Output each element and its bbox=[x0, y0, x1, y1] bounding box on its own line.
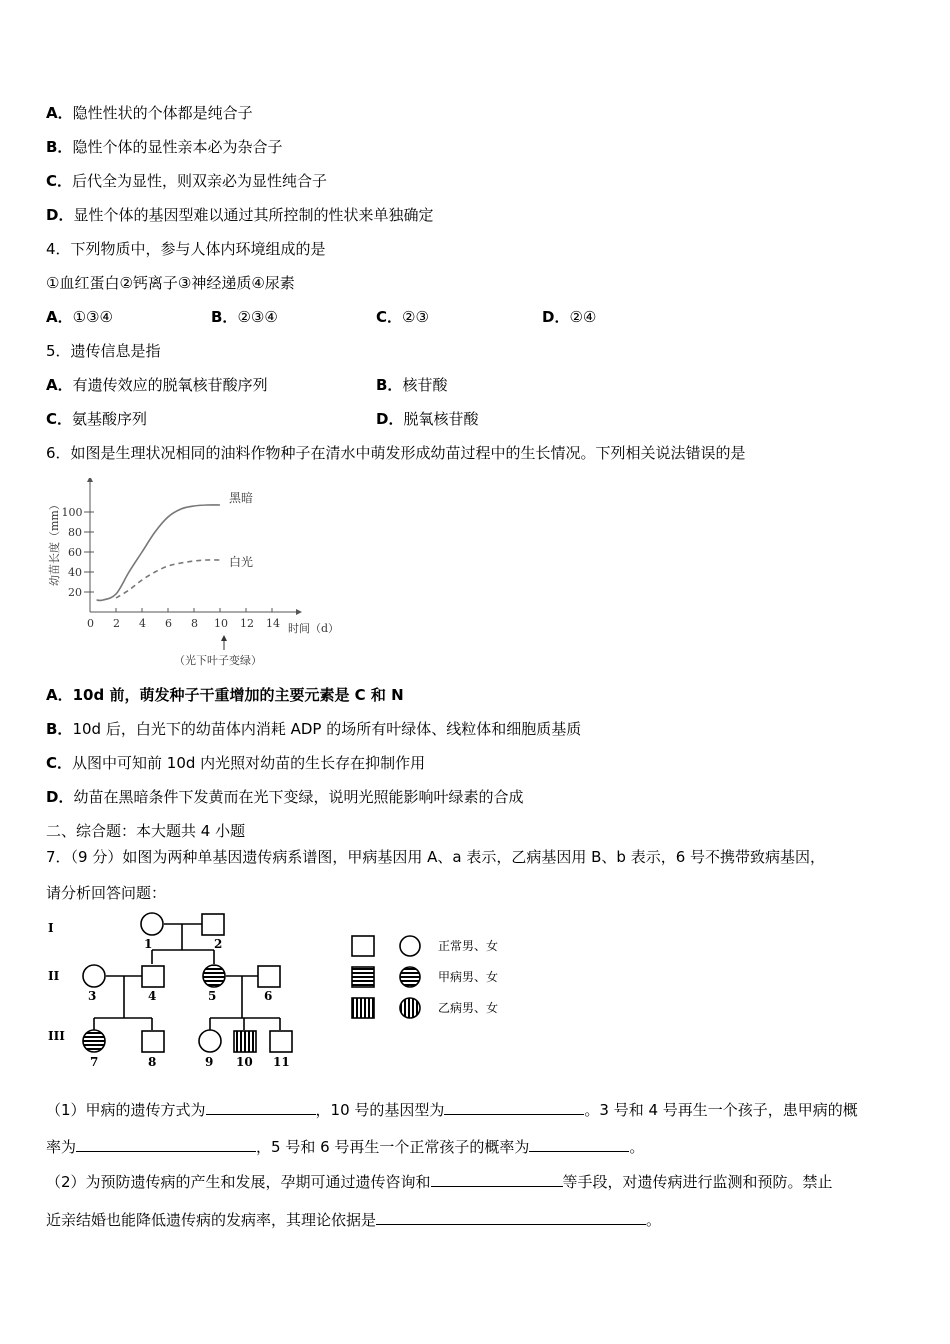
person-number-7: 7 bbox=[90, 1055, 99, 1069]
option-text: 有遗传效应的脱氧核苷酸序列 bbox=[72, 376, 268, 394]
question-text: 下列物质中，参与人体内环境组成的是 bbox=[70, 240, 326, 258]
person-5-female-disease-a bbox=[203, 965, 225, 987]
answer-blank[interactable] bbox=[444, 1100, 584, 1115]
answer-blank[interactable] bbox=[376, 1210, 646, 1225]
option-text: ②③ bbox=[402, 308, 429, 326]
person-11-male bbox=[270, 1031, 292, 1052]
text: 近亲结婚也能降低遗传病的发病率，其理论依据是 bbox=[46, 1211, 377, 1229]
person-number-11: 11 bbox=[273, 1055, 290, 1069]
legend-disease-b-label: 乙病男、女 bbox=[438, 1001, 499, 1015]
x-tick-label: 10 bbox=[214, 617, 228, 630]
option-text: 10d 后，白光下的幼苗体内消耗 ADP 的场所有叶绿体、线粒体和细胞质基质 bbox=[72, 720, 582, 738]
series-label-white: 白光 bbox=[229, 555, 254, 569]
q3-option-a bbox=[46, 103, 253, 123]
y-tick-label: 40 bbox=[68, 566, 82, 579]
option-label: C． bbox=[46, 410, 73, 428]
option-label: C． bbox=[376, 308, 403, 326]
option-text: 隐性性状的个体都是纯合子 bbox=[72, 104, 253, 122]
legend-disease-b-male-icon bbox=[352, 998, 374, 1018]
x-tick-label: 12 bbox=[240, 617, 254, 630]
q6-option-c bbox=[46, 753, 425, 773]
x-tick-label: 2 bbox=[113, 617, 120, 630]
legend-normal-female-icon bbox=[400, 936, 420, 956]
option-text: ②④ bbox=[569, 308, 597, 326]
q6-option-b bbox=[46, 719, 581, 739]
pedigree-chart bbox=[44, 912, 514, 1070]
q7-stem-2: 请分析回答问题： bbox=[46, 884, 167, 902]
text: ，10 号的基因型为 bbox=[315, 1101, 445, 1119]
q6-option-a bbox=[46, 685, 404, 705]
person-number-9: 9 bbox=[205, 1055, 214, 1069]
person-6-male bbox=[258, 966, 280, 987]
option-label: D． bbox=[46, 788, 74, 806]
option-text: ②③④ bbox=[237, 308, 278, 326]
option-text: 隐性个体的显性亲本必为杂合子 bbox=[72, 138, 283, 156]
option-label: B． bbox=[376, 376, 403, 394]
x-axis-label: 时间（d） bbox=[288, 622, 340, 635]
option-text: 氨基酸序列 bbox=[72, 410, 148, 428]
person-10-male-disease-b bbox=[234, 1031, 256, 1052]
series-line-white bbox=[116, 560, 220, 598]
q5-stem bbox=[46, 341, 161, 361]
q7-part1-line2 bbox=[46, 1137, 644, 1157]
y-tick-label: 60 bbox=[68, 546, 82, 559]
q7-part1-line1 bbox=[46, 1100, 858, 1120]
question-score: （9 分） bbox=[70, 848, 123, 866]
option-text: 10d 前，萌发种子干重增加的主要元素是 C 和 N bbox=[72, 686, 404, 704]
option-text: 核苷酸 bbox=[402, 376, 448, 394]
legend-disease-b-female-icon bbox=[400, 998, 420, 1018]
legend-disease-a-male-icon bbox=[352, 967, 374, 987]
q3-option-b bbox=[46, 137, 282, 157]
q5-option-b bbox=[376, 375, 447, 395]
q4-option-d bbox=[542, 307, 596, 327]
person-number-8: 8 bbox=[148, 1055, 157, 1069]
q6-option-d bbox=[46, 787, 523, 807]
person-1-female bbox=[141, 913, 163, 935]
person-number-6: 6 bbox=[264, 989, 273, 1003]
person-number-5: 5 bbox=[208, 989, 217, 1003]
q7-part2-line1 bbox=[46, 1172, 833, 1192]
legend-normal-label: 正常男、女 bbox=[438, 939, 499, 953]
generation-label-3: III bbox=[48, 1029, 65, 1043]
chart-annotation: （光下叶子变绿） bbox=[174, 654, 262, 667]
person-3-female bbox=[83, 965, 105, 987]
person-number-3: 3 bbox=[88, 989, 97, 1003]
generation-label-1: I bbox=[48, 921, 54, 935]
series-line-dark bbox=[97, 505, 221, 601]
person-4-male bbox=[142, 966, 164, 987]
question-text: 如图为两种单基因遗传病系谱图，甲病基因用 A、a 表示，乙病基因用 B、b 表示，6 号不携带致病基因， bbox=[122, 848, 826, 866]
option-label: A． bbox=[46, 376, 73, 394]
question-number: 4． bbox=[46, 240, 71, 258]
question-number: 6． bbox=[46, 444, 71, 462]
q5-option-c bbox=[46, 409, 147, 429]
option-text: 后代全为显性，则双亲必为显性纯合子 bbox=[72, 172, 328, 190]
legend-disease-a-label: 甲病男、女 bbox=[438, 970, 499, 984]
person-9-female bbox=[199, 1030, 221, 1052]
legend-normal-male-icon bbox=[352, 936, 374, 956]
q5-option-d bbox=[376, 409, 478, 429]
text: （2）为预防遗传病的产生和发展，孕期可通过遗传咨询和 bbox=[46, 1173, 431, 1191]
q4-stem bbox=[46, 239, 326, 259]
y-tick-label: 20 bbox=[68, 586, 82, 599]
option-label: B． bbox=[46, 720, 73, 738]
option-label: D． bbox=[542, 308, 570, 326]
q7-part2-line2 bbox=[46, 1210, 661, 1230]
option-label: A． bbox=[46, 104, 73, 122]
option-text: ①③④ bbox=[72, 308, 113, 326]
x-axis-arrow bbox=[296, 609, 302, 615]
answer-blank[interactable] bbox=[206, 1100, 316, 1115]
text: 等手段，对遗传病进行监测和预防。禁止 bbox=[562, 1173, 833, 1191]
option-text: 从图中可知前 10d 内光照对幼苗的生长存在抑制作用 bbox=[72, 754, 426, 772]
text: 。 bbox=[646, 1211, 662, 1229]
y-axis-arrow bbox=[87, 478, 93, 482]
text: ，5 号和 6 号再生一个正常孩子的概率为 bbox=[256, 1138, 530, 1156]
question-text: 遗传信息是指 bbox=[70, 342, 161, 360]
option-label: A． bbox=[46, 308, 73, 326]
option-text: 幼苗在黑暗条件下发黄而在光下变绿，说明光照能影响叶绿素的合成 bbox=[73, 788, 524, 806]
text: 率为 bbox=[46, 1138, 77, 1156]
q4-option-c bbox=[376, 307, 429, 327]
person-number-10: 10 bbox=[236, 1055, 253, 1069]
x-tick-label: 8 bbox=[191, 617, 198, 630]
answer-blank[interactable] bbox=[529, 1137, 629, 1152]
y-axis-label: 幼苗长度（mm） bbox=[48, 499, 61, 586]
person-7-female-disease-a bbox=[83, 1030, 105, 1052]
q6-stem bbox=[46, 443, 746, 463]
q5-option-a bbox=[46, 375, 268, 395]
person-8-male bbox=[142, 1031, 164, 1052]
person-number-4: 4 bbox=[148, 989, 157, 1003]
option-text: 脱氧核苷酸 bbox=[403, 410, 479, 428]
x-tick-label: 14 bbox=[266, 617, 280, 630]
option-label: C． bbox=[46, 754, 73, 772]
legend-disease-a-female-icon bbox=[400, 967, 420, 987]
q3-option-c bbox=[46, 171, 327, 191]
question-number: 5． bbox=[46, 342, 71, 360]
question-text: 如图是生理状况相同的油料作物种子在清水中萌发形成幼苗过程中的生长情况。下列相关说法错误的是 bbox=[70, 444, 746, 462]
answer-blank[interactable] bbox=[76, 1137, 256, 1152]
x-tick-label: 6 bbox=[165, 617, 172, 630]
option-label: D． bbox=[376, 410, 404, 428]
text: 。 bbox=[629, 1138, 645, 1156]
growth-chart bbox=[44, 478, 364, 674]
option-label: C． bbox=[46, 172, 73, 190]
question-number: 7． bbox=[46, 848, 71, 866]
q4-option-b bbox=[211, 307, 278, 327]
option-text: 显性个体的基因型难以通过其所控制的性状来单独确定 bbox=[73, 206, 434, 224]
person-2-male bbox=[202, 914, 224, 935]
option-label: B． bbox=[211, 308, 238, 326]
answer-blank[interactable] bbox=[431, 1172, 563, 1187]
q3-option-d bbox=[46, 205, 433, 225]
x-tick-label: 4 bbox=[139, 617, 146, 630]
option-label: B． bbox=[46, 138, 73, 156]
option-label: D． bbox=[46, 206, 74, 224]
q4-items: ①血红蛋白②钙离子③神经递质④尿素 bbox=[46, 274, 295, 292]
option-label: A． bbox=[46, 686, 73, 704]
y-tick-label: 80 bbox=[68, 526, 82, 539]
q4-option-a bbox=[46, 307, 113, 327]
section-heading: 二、综合题：本大题共 4 小题 bbox=[46, 822, 246, 840]
annotation-arrowhead bbox=[221, 635, 227, 641]
text: 。3 号和 4 号再生一个孩子，患甲病的概 bbox=[584, 1101, 858, 1119]
generation-label-2: II bbox=[48, 969, 60, 983]
text: （1）甲病的遗传方式为 bbox=[46, 1101, 206, 1119]
q7-stem-1 bbox=[46, 847, 825, 867]
person-number-2: 2 bbox=[214, 937, 223, 951]
person-number-1: 1 bbox=[144, 937, 153, 951]
y-tick-label: 100 bbox=[61, 506, 83, 519]
x-tick-label: 0 bbox=[87, 617, 94, 630]
series-label-dark: 黑暗 bbox=[229, 491, 254, 505]
